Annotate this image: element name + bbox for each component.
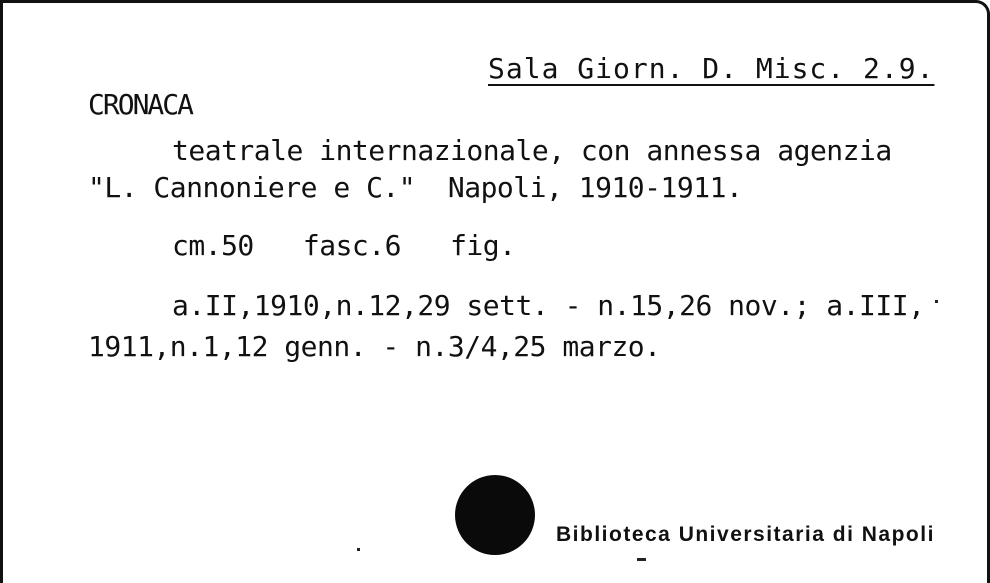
stamp-dot xyxy=(455,475,535,555)
holdings-line: a.II,1910,n.12,29 sett. - n.15,26 nov.; a.III, xyxy=(172,289,925,322)
speck xyxy=(357,548,360,551)
description-line: "L. Cannoniere e C." Napoli, 1910-1911. xyxy=(88,171,743,204)
holdings-line: 1911,n.1,12 genn. - n.3/4,25 marzo. xyxy=(88,330,661,363)
card-left-edge xyxy=(0,3,3,583)
speck xyxy=(935,300,938,303)
shelfmark: Sala Giorn. D. Misc. 2.9. xyxy=(488,52,935,85)
physical-description: cm.50 fasc.6 fig. xyxy=(172,229,516,262)
record-title: CRONACA xyxy=(88,88,193,121)
description-line: teatrale internazionale, con annessa agenzia xyxy=(172,134,892,167)
speck xyxy=(637,558,646,561)
library-stamp: Biblioteca Universitaria di Napoli xyxy=(556,523,935,546)
